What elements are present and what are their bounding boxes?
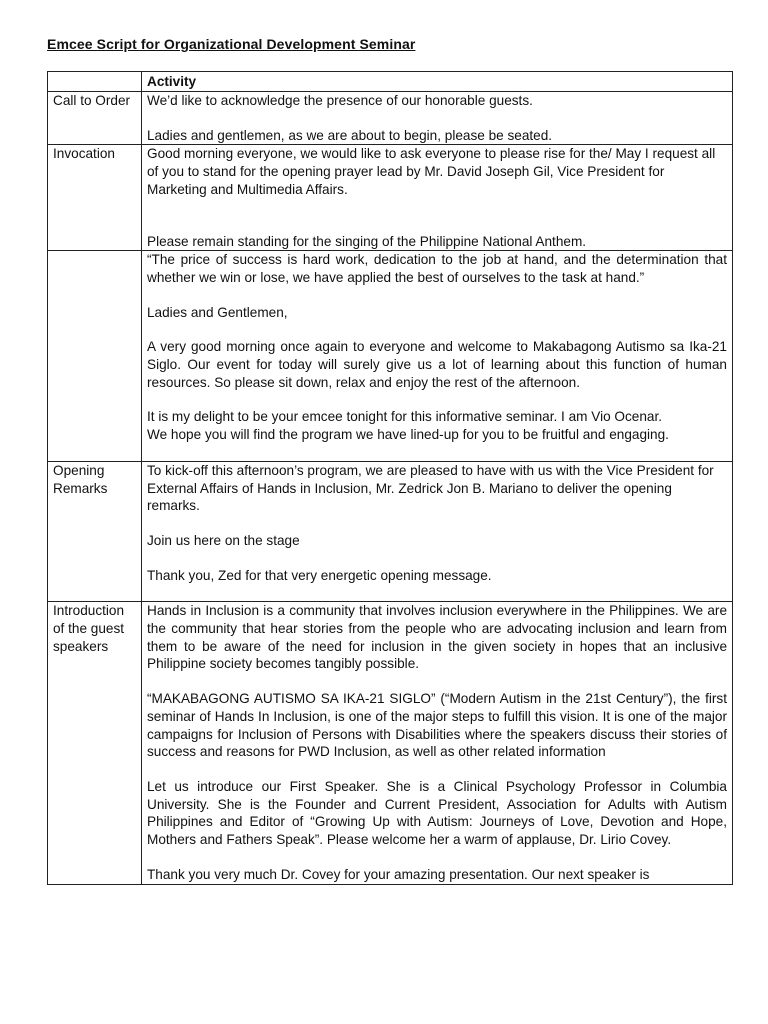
row-content (142, 145, 733, 251)
paragraph: Good morning everyone, we would like to ask everyone to please rise for the/ May I request all of you to stand for the opening prayer lead by Mr. David Joseph Gil, Vice President for Marketing and Multimedia Affairs. (147, 146, 716, 197)
table-row-invocation (48, 145, 733, 251)
row-label: Call to Order (48, 92, 142, 145)
paragraph: We’d like to acknowledge the presence of our honorable guests. (147, 93, 533, 108)
quote-paragraph: “The price of success is hard work, dedication to the job at hand, and the determination that whether we win or lose, we have applied the best of ourselves to the task at hand.” (147, 252, 727, 285)
row-label: Opening Remarks (48, 461, 142, 602)
table-row-introduction (48, 602, 733, 884)
row-content (142, 602, 733, 884)
label-column-header (48, 72, 142, 92)
paragraph: Ladies and gentlemen, as we are about to begin, please be seated. (147, 127, 553, 143)
row-content (142, 461, 733, 602)
paragraph: To kick-off this afternoon’s program, we are pleased to have with us with the Vice President for External Affairs of Hands in Inclusion, Mr. Zedrick Jon B. Mariano to deliver the opening remarks. (147, 462, 714, 514)
paragraph: Ladies and Gentlemen, (147, 304, 288, 320)
paragraph: A very good morning once again to everyone and welcome to Makabagong Autismo sa Ika-21 Siglo. Our event for today will surely give us a lot of learning about this function of human resources. So please sit down, relax and enjoy the rest of the afternoon. (147, 339, 727, 390)
paragraph: “MAKABAGONG AUTISMO SA IKA-21 SIGLO” (“Modern Autism in the 21st Century”), the first seminar of Hands In Inclusion, is one of the major steps to fulfill this vision. It is one of the major campaigns for Inclusion of Persons with Disabilities where the speakers discuss their stories of success and reasons for PWD Inclusion, as well as other related information (147, 691, 727, 760)
activity-column-header: Activity (142, 72, 733, 92)
page-title: Emcee Script for Organizational Development Seminar (47, 36, 416, 52)
paragraph: Thank you, Zed for that very energetic opening message. (147, 567, 492, 583)
row-label: Invocation (48, 145, 142, 251)
emcee-script-table (47, 71, 733, 885)
paragraph: Join us here on the stage (147, 532, 300, 548)
paragraph: It is my delight to be your emcee tonight for this informative seminar. I am Vio Ocenar. (147, 409, 663, 425)
table-header-row (48, 72, 733, 92)
paragraph: Thank you very much Dr. Covey for your amazing presentation. Our next speaker is (147, 866, 650, 882)
paragraph: Please remain standing for the singing of the Philippine National Anthem. (147, 233, 587, 249)
row-label (48, 251, 142, 462)
table-row-call-to-order (48, 92, 733, 145)
row-content (142, 251, 733, 462)
paragraph: Let us introduce our First Speaker. She is a Clinical Psychology Professor in Columbia University. She is the Founder and Current President, Association for Adults with Autism Philippines and Editor of “Growing Up with Autism: Journeys of Love, Devotion and Hope, Mothers and Fathers Speak”. Please welcome her a warm of applause, Dr. Lirio Covey. (147, 778, 727, 848)
row-content (142, 92, 733, 145)
paragraph: We hope you will find the program we have lined-up for you to be fruitful and engaging. (147, 427, 669, 443)
table-row-welcome (48, 251, 733, 462)
table-row-opening-remarks (48, 461, 733, 602)
row-label: Introduction of the guest speakers (48, 602, 142, 884)
paragraph: Hands in Inclusion is a community that involves inclusion everywhere in the Philippines. We are the community that hear stories from the people who are advocating inclusion and learn from them to be aware of the need for inclusion in the given society in hopes that an inclusive Philippine society becomes tangibly possible. (147, 603, 727, 672)
